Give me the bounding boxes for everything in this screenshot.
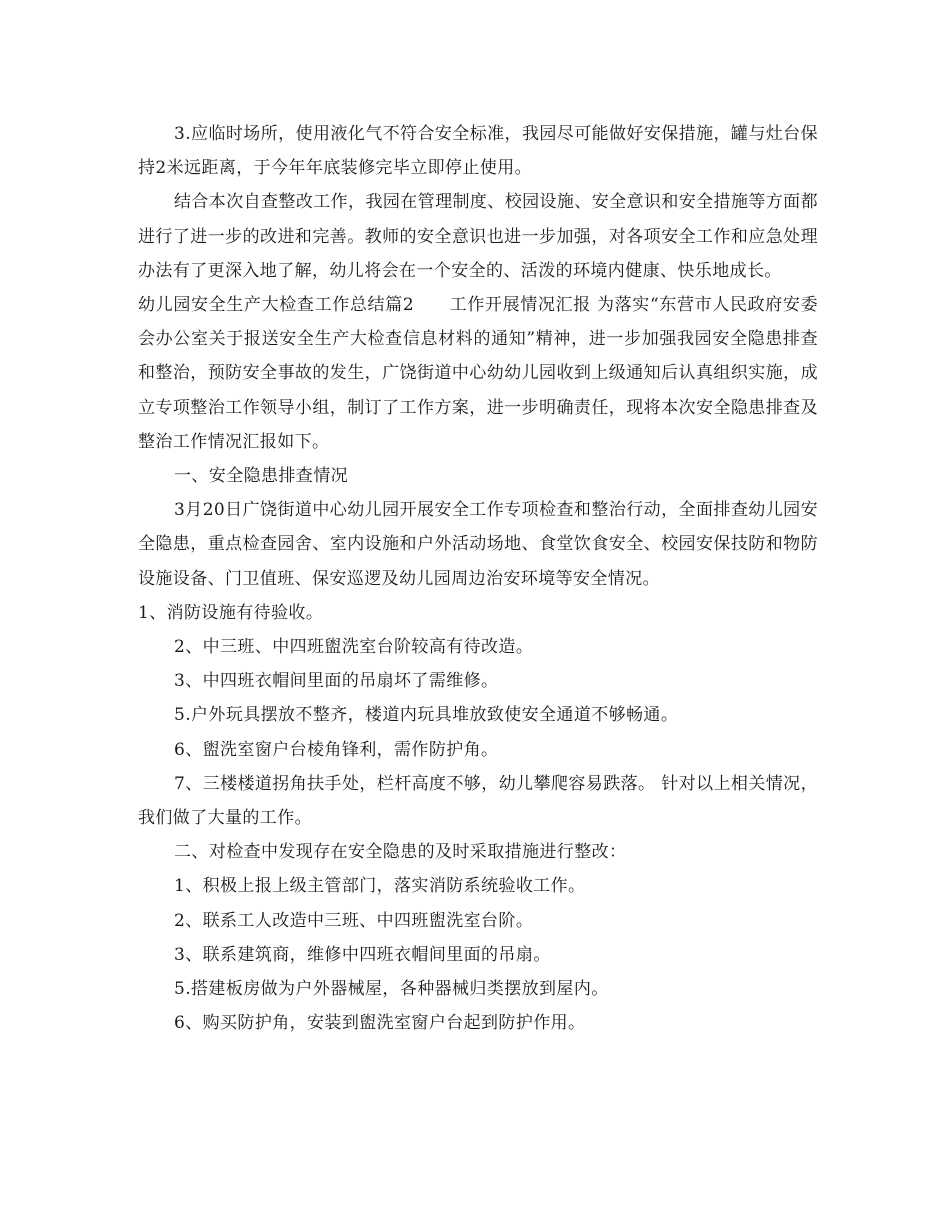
list-item-stair-railing: 7、三楼楼道拐角扶手处，栏杆高度不够，幼儿攀爬容易跌落。 针对以上相关情况，我们做了大量的工作。	[138, 773, 818, 829]
list-item-toys: 5.户外玩具摆放不整齐，楼道内玩具堆放致使安全通道不够畅通。	[174, 705, 679, 726]
paragraph-lpg-safety: 3.应临时场所，使用液化气不符合安全标准，我园尽可能做好安保措施，罐与灶台保持2米远距离，于今年年底装修完毕立即停止使用。	[138, 124, 818, 179]
list-item-window-sill: 6、盥洗室窗户台棱角锋利，需作防护角。	[174, 739, 499, 760]
list-item-ceiling-fan: 3、中四班衣帽间里面的吊扇坏了需维修。	[174, 671, 499, 692]
paragraph-summary: 结合本次自查整改工作，我园在管理制度、校园设施、安全意识和安全措施等方面都进行了进一步的改进和完善。教师的安全意识也进一步加强，对各项安全工作和应急处理办法有了更深入地了解，幼儿将会在一个安全的、活泼的环境内健康、快乐地成长。	[138, 192, 818, 281]
paragraph-inspection-details: 3月20日广饶街道中心幼儿园开展安全工作专项检查和整治行动，全面排查幼儿园安全隐患，重点检查园舍、室内设施和户外活动场地、食堂饮食安全、校园安保技防和物防设施设备、门卫值班、保安巡逻及幼儿园周边治安环境等安全情况。	[138, 500, 818, 589]
heading-rectification: 二、对检查中发现存在安全隐患的及时采取措施进行整改：	[174, 842, 627, 863]
list-item-fire-facilities: 1、消防设施有待验收。	[138, 602, 324, 623]
list-item-corner-guards: 6、购买防护角，安装到盥洗室窗户台起到防护作用。	[174, 1013, 586, 1034]
list-item-fire-acceptance: 1、积极上报上级主管部门，落实消防系统验收工作。	[174, 876, 586, 897]
paragraph-section-intro: 幼儿园安全生产大检查工作总结篇2 工作开展情况汇报 为落实“东营市人民政府安委会办公室关于报送安全生产大检查信息材料的通知”精神，进一步加强我园安全隐患排查和整治，预防安全事故的发生，广饶街道中心幼幼儿园收到上级通知后认真组织实施，成立专项整治工作领导小组，制订了工作方案，进一步明确责任，现将本次安全隐患排查及整治工作情况汇报如下。	[138, 295, 818, 452]
list-item-equipment-shed: 5.搭建板房做为户外器械屋，各种器械归类摆放到屋内。	[174, 979, 609, 1000]
list-item-fan-repair: 3、联系建筑商，维修中四班衣帽间里面的吊扇。	[174, 944, 551, 965]
heading-hazard-inspection: 一、安全隐患排查情况	[174, 466, 348, 487]
list-item-step-renovation: 2、联系工人改造中三班、中四班盥洗室台阶。	[174, 910, 534, 931]
document-body	[138, 117, 818, 1040]
list-item-washroom-steps: 2、中三班、中四班盥洗室台阶较高有待改造。	[174, 637, 534, 658]
